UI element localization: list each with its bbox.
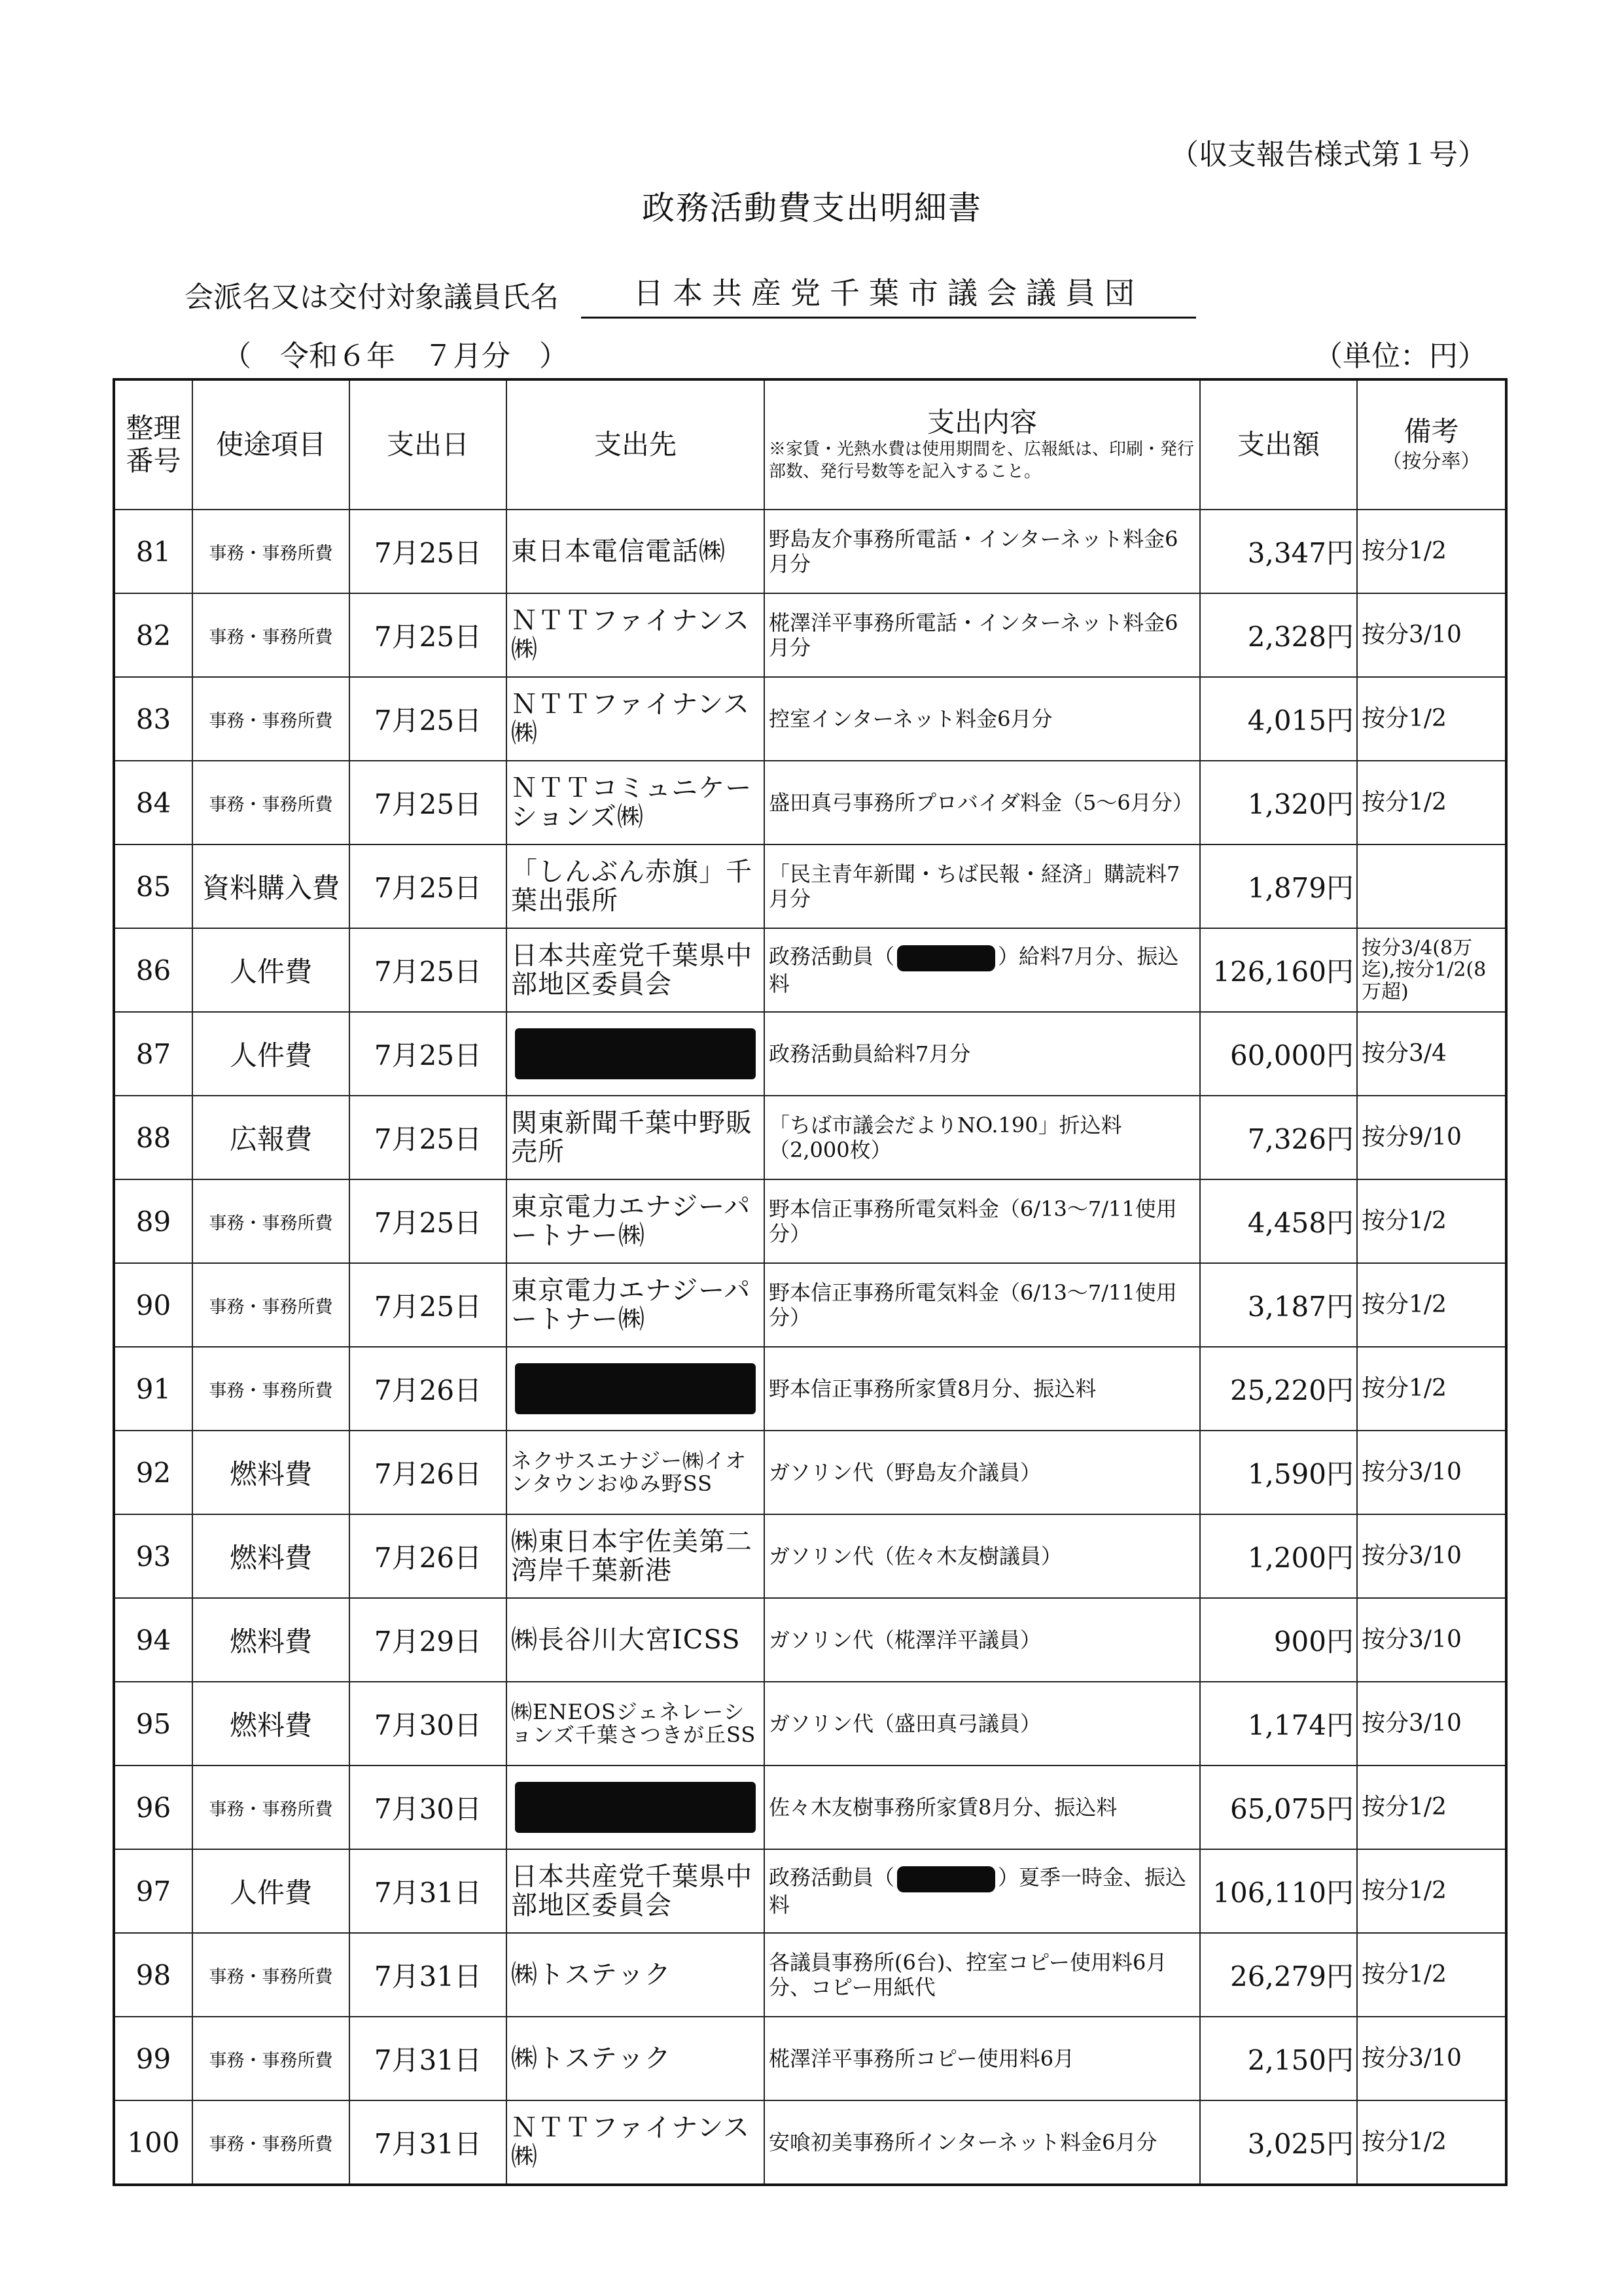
row-number: 89 bbox=[114, 1179, 192, 1263]
amount: 4,458円 bbox=[1200, 1179, 1357, 1263]
description-part: ）夏季一時金、振込料 bbox=[769, 1865, 1187, 1917]
col-no: 整理番号 bbox=[114, 379, 192, 510]
remarks: 按分3/10 bbox=[1357, 593, 1506, 677]
use-item: 事務・事務所費 bbox=[192, 1263, 349, 1347]
payee: ネクサスエナジー㈱イオンタウンおゆみ野SS bbox=[506, 1431, 764, 1514]
use-item: 燃料費 bbox=[192, 1682, 349, 1765]
amount: 900円 bbox=[1200, 1598, 1357, 1682]
remarks bbox=[1357, 844, 1506, 928]
use-item: 人件費 bbox=[192, 1012, 349, 1096]
col-desc bbox=[764, 379, 1200, 510]
redaction-block bbox=[515, 1782, 756, 1833]
description: 安喰初美事務所インターネット料金6月分 bbox=[764, 2100, 1200, 2185]
expense-date: 7月31日 bbox=[349, 2100, 506, 2185]
payee: 東京電力エナジーパートナー㈱ bbox=[506, 1263, 764, 1347]
row-number: 87 bbox=[114, 1012, 192, 1096]
unit-label: （単位：円） bbox=[1314, 339, 1487, 373]
table-row bbox=[114, 510, 1506, 593]
payee: 関東新聞千葉中野販売所 bbox=[506, 1096, 764, 1179]
table-row bbox=[114, 844, 1506, 928]
table-row bbox=[114, 1179, 1506, 1263]
expense-date: 7月31日 bbox=[349, 2017, 506, 2100]
row-number: 93 bbox=[114, 1514, 192, 1598]
payee: ㈱長谷川大宮ICSS bbox=[506, 1598, 764, 1682]
description: 椛澤洋平事務所コピー使用料6月 bbox=[764, 2017, 1200, 2100]
use-item: 事務・事務所費 bbox=[192, 593, 349, 677]
description: 「民主青年新聞・ちば民報・経済」購読料7月分 bbox=[764, 844, 1200, 928]
row-number: 92 bbox=[114, 1431, 192, 1514]
header-row bbox=[114, 379, 1506, 510]
amount: 1,590円 bbox=[1200, 1431, 1357, 1514]
description: 野本信正事務所電気料金（6/13～7/11使用分） bbox=[764, 1179, 1200, 1263]
payee: 日本共産党千葉県中部地区委員会 bbox=[506, 1849, 764, 1933]
row-number: 82 bbox=[114, 593, 192, 677]
col-payee: 支出先 bbox=[506, 379, 764, 510]
payee: ＮＴＴファイナンス㈱ bbox=[506, 677, 764, 761]
remarks: 按分1/2 bbox=[1357, 510, 1506, 593]
col-amount: 支出額 bbox=[1200, 379, 1357, 510]
remarks: 按分3/10 bbox=[1357, 1431, 1506, 1514]
table-row bbox=[114, 677, 1506, 761]
amount: 7,326円 bbox=[1200, 1096, 1357, 1179]
amount: 3,347円 bbox=[1200, 510, 1357, 593]
payee: ㈱東日本宇佐美第二湾岸千葉新港 bbox=[506, 1514, 764, 1598]
use-item: 燃料費 bbox=[192, 1431, 349, 1514]
row-number: 86 bbox=[114, 928, 192, 1012]
amount: 25,220円 bbox=[1200, 1347, 1357, 1431]
amount: 3,025円 bbox=[1200, 2100, 1357, 2185]
use-item: 燃料費 bbox=[192, 1598, 349, 1682]
expense-date: 7月25日 bbox=[349, 761, 506, 844]
payee: ＮＴＴコミュニケーションズ㈱ bbox=[506, 761, 764, 844]
expense-date: 7月30日 bbox=[349, 1682, 506, 1765]
amount: 3,187円 bbox=[1200, 1263, 1357, 1347]
description: 椛澤洋平事務所電話・インターネット料金6月分 bbox=[764, 593, 1200, 677]
description-part: 政務活動員（ bbox=[769, 944, 895, 969]
description: 「ちば市議会だよりNO.190」折込料（2,000枚） bbox=[764, 1096, 1200, 1179]
remarks: 按分1/2 bbox=[1357, 2100, 1506, 2185]
table-row bbox=[114, 1012, 1506, 1096]
remarks: 按分3/10 bbox=[1357, 1514, 1506, 1598]
remarks: 按分3/4(8万迄),按分1/2(8万超) bbox=[1357, 928, 1506, 1012]
row-number: 88 bbox=[114, 1096, 192, 1179]
row-number: 99 bbox=[114, 2017, 192, 2100]
row-number: 98 bbox=[114, 1933, 192, 2017]
col-use: 使途項目 bbox=[192, 379, 349, 510]
table-row bbox=[114, 593, 1506, 677]
payee: 東日本電信電話㈱ bbox=[506, 510, 764, 593]
description-part: 政務活動員（ bbox=[769, 1865, 895, 1890]
table-row bbox=[114, 1347, 1506, 1431]
row-number: 83 bbox=[114, 677, 192, 761]
remarks: 按分3/10 bbox=[1357, 1682, 1506, 1765]
use-item: 事務・事務所費 bbox=[192, 510, 349, 593]
redaction-block bbox=[897, 1866, 995, 1892]
table-row bbox=[114, 2100, 1506, 2185]
payee-cell bbox=[506, 1012, 764, 1096]
table-row bbox=[114, 1514, 1506, 1598]
amount: 106,110円 bbox=[1200, 1849, 1357, 1933]
remarks: 按分1/2 bbox=[1357, 1347, 1506, 1431]
payee: ㈱ENEOSジェネレーションズ千葉さつきが丘SS bbox=[506, 1682, 764, 1765]
remarks: 按分1/2 bbox=[1357, 677, 1506, 761]
expense-table bbox=[113, 378, 1508, 2186]
use-item: 事務・事務所費 bbox=[192, 677, 349, 761]
party-name: 日本共産党千葉市議会議員団 bbox=[581, 270, 1196, 319]
use-item: 人件費 bbox=[192, 1849, 349, 1933]
amount: 1,879円 bbox=[1200, 844, 1357, 928]
redaction-block bbox=[515, 1028, 756, 1079]
description: ガソリン代（盛田真弓議員） bbox=[764, 1682, 1200, 1765]
expense-date: 7月25日 bbox=[349, 1012, 506, 1096]
remarks: 按分1/2 bbox=[1357, 1933, 1506, 2017]
period: （ 令和６年 ７月分 ） bbox=[222, 339, 568, 373]
use-item: 燃料費 bbox=[192, 1514, 349, 1598]
col-remarks-title: 備考 bbox=[1403, 415, 1459, 448]
col-desc-note: ※家賃・光熱水費は使用期間を、広報紙は、印刷・発行部数、発行号数等を記入すること。 bbox=[769, 440, 1195, 482]
table-body bbox=[114, 510, 1506, 2185]
use-item: 広報費 bbox=[192, 1096, 349, 1179]
col-desc-title: 支出内容 bbox=[927, 406, 1037, 438]
expense-date: 7月25日 bbox=[349, 677, 506, 761]
description-cell bbox=[764, 928, 1200, 1012]
expense-date: 7月25日 bbox=[349, 1263, 506, 1347]
table-row bbox=[114, 1096, 1506, 1179]
row-number: 96 bbox=[114, 1765, 192, 1849]
amount: 2,328円 bbox=[1200, 593, 1357, 677]
payee: ＮＴＴファイナンス㈱ bbox=[506, 2100, 764, 2185]
redaction-block bbox=[515, 1363, 756, 1414]
row-number: 91 bbox=[114, 1347, 192, 1431]
row-number: 81 bbox=[114, 510, 192, 593]
row-number: 94 bbox=[114, 1598, 192, 1682]
table-row bbox=[114, 928, 1506, 1012]
redaction-block bbox=[897, 945, 995, 971]
expense-date: 7月25日 bbox=[349, 593, 506, 677]
description: ガソリン代（野島友介議員） bbox=[764, 1431, 1200, 1514]
use-item: 資料購入費 bbox=[192, 844, 349, 928]
expense-date: 7月26日 bbox=[349, 1431, 506, 1514]
amount: 126,160円 bbox=[1200, 928, 1357, 1012]
remarks: 按分3/10 bbox=[1357, 1598, 1506, 1682]
amount: 1,320円 bbox=[1200, 761, 1357, 844]
row-number: 90 bbox=[114, 1263, 192, 1347]
party-label: 会派名又は交付対象議員氏名 bbox=[185, 281, 559, 314]
table-row bbox=[114, 2017, 1506, 2100]
remarks: 按分1/2 bbox=[1357, 1765, 1506, 1849]
description: 各議員事務所(6台)、控室コピー使用料6月分、コピー用紙代 bbox=[764, 1933, 1200, 2017]
col-date: 支出日 bbox=[349, 379, 506, 510]
expense-date: 7月26日 bbox=[349, 1347, 506, 1431]
description: 政務活動員給料7月分 bbox=[764, 1012, 1200, 1096]
amount: 26,279円 bbox=[1200, 1933, 1357, 2017]
payee: ㈱トステック bbox=[506, 1933, 764, 2017]
table-row bbox=[114, 1682, 1506, 1765]
row-number: 85 bbox=[114, 844, 192, 928]
amount: 1,200円 bbox=[1200, 1514, 1357, 1598]
remarks: 按分1/2 bbox=[1357, 1849, 1506, 1933]
col-remarks-sub: （按分率） bbox=[1382, 449, 1481, 473]
form-number: （収支報告様式第１号） bbox=[1170, 138, 1487, 171]
use-item: 事務・事務所費 bbox=[192, 2100, 349, 2185]
payee-cell bbox=[506, 1765, 764, 1849]
table-row bbox=[114, 761, 1506, 844]
amount: 2,150円 bbox=[1200, 2017, 1357, 2100]
description: 野本信正事務所家賃8月分、振込料 bbox=[764, 1347, 1200, 1431]
description: 野島友介事務所電話・インターネット料金6月分 bbox=[764, 510, 1200, 593]
expense-date: 7月25日 bbox=[349, 510, 506, 593]
use-item: 事務・事務所費 bbox=[192, 2017, 349, 2100]
expense-date: 7月26日 bbox=[349, 1514, 506, 1598]
remarks: 按分1/2 bbox=[1357, 1263, 1506, 1347]
payee: 東京電力エナジーパートナー㈱ bbox=[506, 1179, 764, 1263]
table-row bbox=[114, 1263, 1506, 1347]
amount: 65,075円 bbox=[1200, 1765, 1357, 1849]
payee-cell bbox=[506, 1347, 764, 1431]
use-item: 人件費 bbox=[192, 928, 349, 1012]
table-row bbox=[114, 1849, 1506, 1933]
expense-date: 7月31日 bbox=[349, 1933, 506, 2017]
expense-date: 7月29日 bbox=[349, 1598, 506, 1682]
description: 盛田真弓事務所プロバイダ料金（5～6月分） bbox=[764, 761, 1200, 844]
description: 野本信正事務所電気料金（6/13～7/11使用分） bbox=[764, 1263, 1200, 1347]
row-number: 100 bbox=[114, 2100, 192, 2185]
table-row bbox=[114, 1765, 1506, 1849]
expense-date: 7月31日 bbox=[349, 1849, 506, 1933]
row-number: 95 bbox=[114, 1682, 192, 1765]
description: 佐々木友樹事務所家賃8月分、振込料 bbox=[764, 1765, 1200, 1849]
remarks: 按分1/2 bbox=[1357, 1179, 1506, 1263]
use-item: 事務・事務所費 bbox=[192, 1765, 349, 1849]
use-item: 事務・事務所費 bbox=[192, 761, 349, 844]
amount: 1,174円 bbox=[1200, 1682, 1357, 1765]
remarks: 按分1/2 bbox=[1357, 761, 1506, 844]
remarks: 按分9/10 bbox=[1357, 1096, 1506, 1179]
table-row bbox=[114, 1933, 1506, 2017]
use-item: 事務・事務所費 bbox=[192, 1347, 349, 1431]
expense-date: 7月25日 bbox=[349, 928, 506, 1012]
description-cell bbox=[764, 1849, 1200, 1933]
amount: 4,015円 bbox=[1200, 677, 1357, 761]
amount: 60,000円 bbox=[1200, 1012, 1357, 1096]
remarks: 按分3/10 bbox=[1357, 2017, 1506, 2100]
expense-date: 7月30日 bbox=[349, 1765, 506, 1849]
row-number: 97 bbox=[114, 1849, 192, 1933]
document-title: 政務活動費支出明細書 bbox=[642, 189, 982, 227]
table-row bbox=[114, 1598, 1506, 1682]
payee: ＮＴＴファイナンス㈱ bbox=[506, 593, 764, 677]
row-number: 84 bbox=[114, 761, 192, 844]
expense-date: 7月25日 bbox=[349, 1179, 506, 1263]
col-remarks bbox=[1357, 379, 1506, 510]
use-item: 事務・事務所費 bbox=[192, 1179, 349, 1263]
expense-date: 7月25日 bbox=[349, 844, 506, 928]
remarks: 按分3/4 bbox=[1357, 1012, 1506, 1096]
description: ガソリン代（佐々木友樹議員） bbox=[764, 1514, 1200, 1598]
payee: 日本共産党千葉県中部地区委員会 bbox=[506, 928, 764, 1012]
payee: ㈱トステック bbox=[506, 2017, 764, 2100]
expense-date: 7月25日 bbox=[349, 1096, 506, 1179]
description: ガソリン代（椛澤洋平議員） bbox=[764, 1598, 1200, 1682]
description: 控室インターネット料金6月分 bbox=[764, 677, 1200, 761]
description-part: ）給料7月分、振込料 bbox=[769, 944, 1179, 996]
table-row bbox=[114, 1431, 1506, 1514]
use-item: 事務・事務所費 bbox=[192, 1933, 349, 2017]
payee: 「しんぶん赤旗」千葉出張所 bbox=[506, 844, 764, 928]
